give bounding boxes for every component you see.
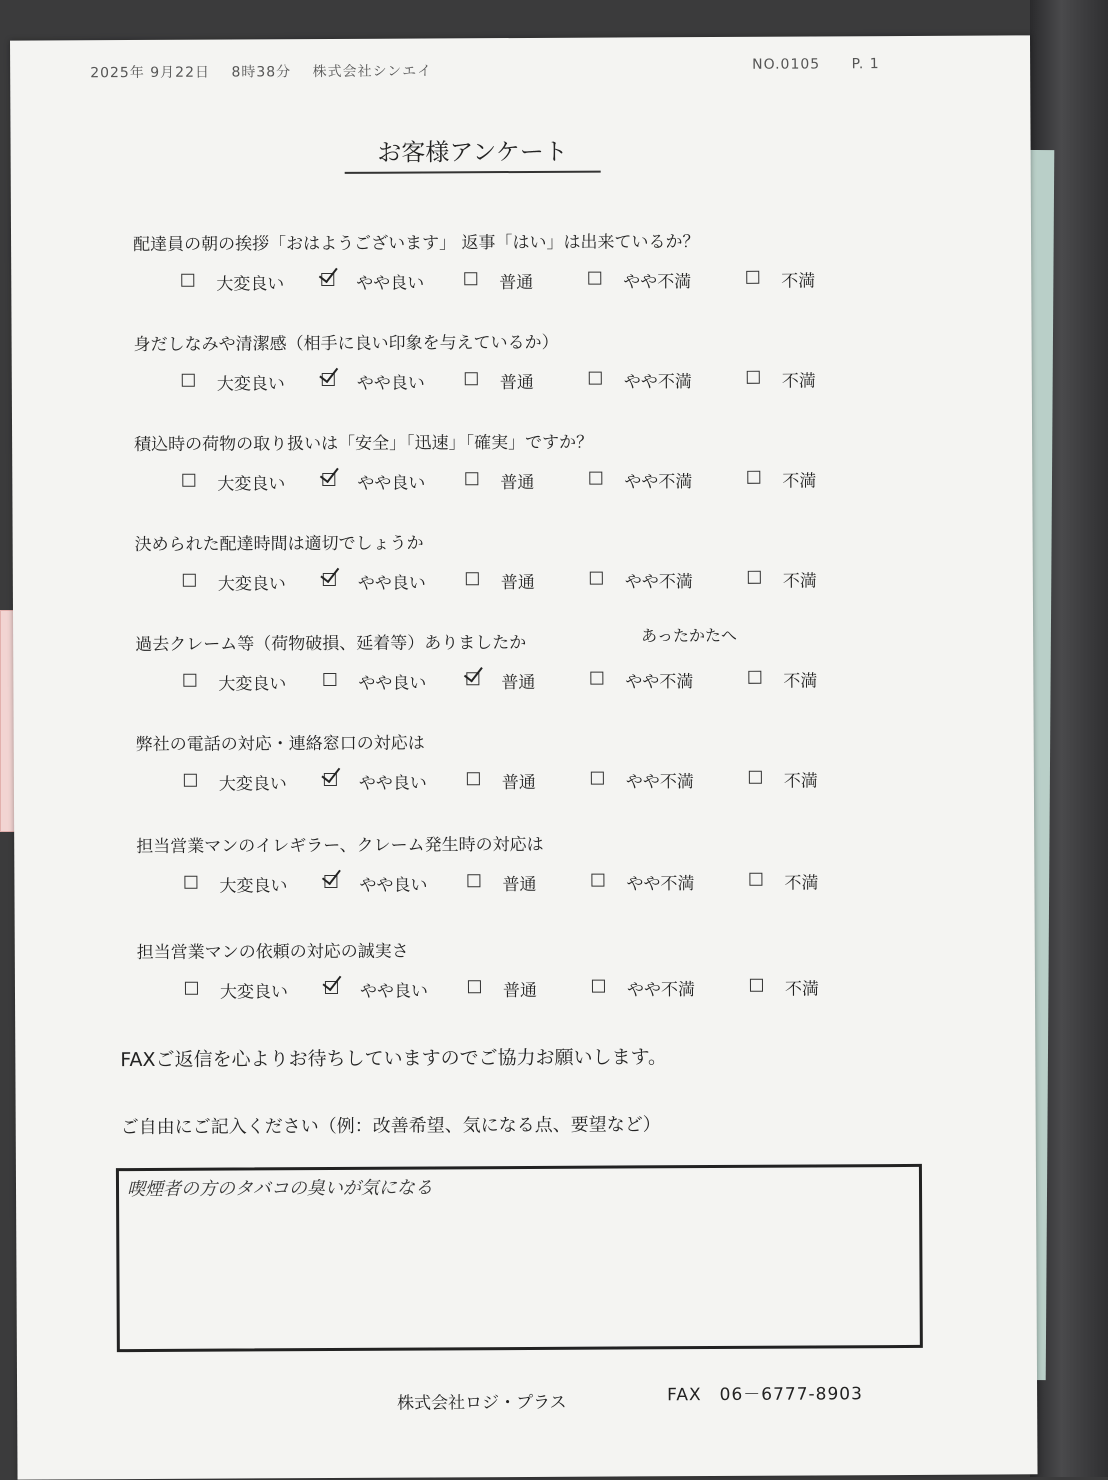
option-label: やや不満 [625, 672, 694, 693]
option-5[interactable] [748, 566, 817, 591]
option-2[interactable] [323, 569, 426, 595]
free-comment-text: 喫煙者の方のタバコの臭いが気になる [126, 1177, 433, 1201]
checkbox[interactable] [183, 574, 196, 587]
option-2[interactable] [322, 469, 425, 495]
question-5 [13, 625, 1033, 695]
checkbox[interactable] [467, 772, 480, 785]
option-5[interactable] [748, 666, 817, 691]
option-label: 不満 [782, 571, 817, 592]
checkbox[interactable] [464, 272, 477, 285]
option-label: やや良い [356, 373, 425, 394]
checked-checkbox[interactable] [324, 773, 337, 786]
question-6 [14, 725, 1034, 795]
checkbox[interactable] [185, 982, 198, 995]
option-label: 不満 [781, 371, 816, 392]
option-2[interactable] [323, 668, 426, 694]
question-7 [14, 827, 1034, 897]
checkbox[interactable] [591, 772, 604, 785]
checkbox[interactable] [746, 271, 759, 284]
checkbox[interactable] [589, 372, 602, 385]
checked-checkbox[interactable] [321, 273, 334, 286]
option-5[interactable] [746, 266, 815, 291]
checked-checkbox[interactable] [322, 373, 335, 386]
question-text: 決められた配達時間は適切でしょうか [134, 533, 424, 556]
option-4[interactable] [589, 367, 692, 393]
option-4[interactable] [592, 975, 695, 1001]
checkbox[interactable] [589, 472, 602, 485]
checkbox[interactable] [184, 774, 197, 787]
question-8 [15, 933, 1035, 1003]
option-5[interactable] [747, 466, 816, 491]
checkbox[interactable] [183, 674, 196, 687]
option-1[interactable] [181, 269, 284, 295]
page-title: お客様アンケート [344, 132, 600, 174]
option-label: 大変良い [217, 474, 286, 495]
option-label: やや不満 [624, 472, 693, 493]
checkbox[interactable] [749, 873, 762, 886]
option-label: 普通 [499, 272, 534, 294]
option-3[interactable] [468, 976, 537, 1001]
option-label: 不満 [783, 671, 818, 692]
option-1[interactable] [184, 769, 287, 795]
fax-number: NO.0105 [752, 56, 821, 73]
option-5[interactable] [750, 974, 819, 999]
checkbox[interactable] [467, 874, 480, 887]
option-label: やや不満 [625, 772, 694, 793]
option-label: やや不満 [623, 372, 692, 393]
checked-checkbox[interactable] [323, 573, 336, 586]
option-5[interactable] [747, 366, 816, 391]
checkbox[interactable] [465, 372, 478, 385]
option-3[interactable] [465, 368, 534, 393]
option-label: やや良い [357, 573, 426, 594]
option-5[interactable] [749, 868, 818, 893]
option-4[interactable] [590, 567, 693, 593]
checkbox[interactable] [747, 371, 760, 384]
question-4 [13, 525, 1033, 595]
option-2[interactable] [324, 870, 427, 896]
question-text: 担当営業マンの依頼の対応の誠実さ [136, 941, 409, 964]
question-text: 担当営業マンのイレギラー、クレーム発生時の対応は [136, 834, 544, 858]
option-4[interactable] [588, 267, 691, 293]
checkbox[interactable] [590, 672, 603, 685]
option-label: やや不満 [624, 572, 693, 593]
option-label: やや良い [358, 673, 427, 694]
option-3[interactable] [464, 268, 533, 293]
option-2[interactable] [324, 768, 427, 794]
footer-fax: FAX 06－6777-8903 [667, 1384, 863, 1406]
fax-date: 2025年 9月22日 [90, 64, 211, 82]
question-3 [12, 425, 1032, 495]
option-label: やや良い [359, 981, 429, 1002]
option-1[interactable] [183, 569, 286, 595]
option-label: 不満 [784, 873, 819, 894]
answer-options [184, 868, 884, 902]
checkbox[interactable] [749, 771, 762, 784]
fax-header-left [90, 60, 448, 82]
free-comment-box[interactable] [116, 1164, 923, 1352]
checkbox[interactable] [181, 274, 194, 287]
checked-checkbox[interactable] [322, 473, 335, 486]
option-4[interactable] [591, 869, 694, 895]
option-3[interactable] [465, 468, 534, 493]
checkbox[interactable] [465, 472, 478, 485]
option-2[interactable] [325, 976, 428, 1002]
option-1[interactable] [184, 871, 287, 897]
question-text: 身だしなみや清潔感（相手に良い印象を与えているか） [133, 332, 559, 356]
option-label: やや不満 [626, 980, 696, 1001]
option-label: やや不満 [623, 272, 692, 293]
fax-header-right [752, 56, 906, 73]
checkbox[interactable] [592, 980, 605, 993]
checkbox[interactable] [466, 572, 479, 585]
answer-options [183, 666, 883, 700]
option-label: 普通 [499, 372, 534, 394]
option-3[interactable] [466, 568, 535, 593]
checkbox[interactable] [750, 979, 763, 992]
option-label: 大変良い [216, 274, 285, 295]
footer-company: 株式会社ロジ・プラス [397, 1392, 567, 1414]
option-label: 普通 [500, 472, 535, 494]
survey-sheet [10, 35, 1038, 1479]
checkbox[interactable] [748, 671, 761, 684]
question-text: 過去クレーム等（荷物破損、延着等）ありましたか [135, 632, 527, 656]
answer-options [182, 466, 882, 500]
option-4[interactable] [591, 767, 694, 793]
option-1[interactable] [182, 369, 285, 395]
answer-options [185, 974, 885, 1008]
option-2[interactable] [321, 269, 424, 295]
fax-time: 8時38分 [231, 64, 292, 81]
checkbox[interactable] [182, 474, 195, 487]
option-2[interactable] [322, 369, 425, 395]
answer-options [182, 366, 882, 400]
option-label: やや良い [359, 875, 428, 896]
question-text: 積込時の荷物の取り扱いは「安全」「迅速」「確実」ですか？ [134, 432, 594, 456]
option-3[interactable] [467, 768, 536, 793]
checkbox[interactable] [468, 980, 481, 993]
fax-reply-message: FAXご返信を心よりお待ちしていますのでご協力お願いします。 [120, 1046, 668, 1072]
checkbox[interactable] [591, 874, 604, 887]
option-label: 大変良い [218, 674, 287, 695]
option-1[interactable] [185, 977, 288, 1003]
option-label: やや良い [357, 473, 426, 494]
answer-options [181, 266, 881, 300]
checked-checkbox[interactable] [324, 875, 337, 888]
checkbox[interactable] [588, 272, 601, 285]
option-label: 普通 [502, 980, 538, 1002]
fax-sender: 株式会社シンエイ [312, 63, 433, 81]
option-label: 不満 [783, 771, 818, 792]
fax-page: P. 1 [851, 56, 880, 73]
option-label: やや良い [356, 273, 425, 294]
checkbox[interactable] [182, 374, 195, 387]
option-4[interactable] [589, 467, 692, 493]
option-1[interactable] [183, 669, 286, 695]
option-5[interactable] [749, 766, 818, 791]
answer-options [184, 766, 884, 800]
checked-checkbox[interactable] [466, 672, 479, 685]
answer-options [183, 566, 883, 600]
option-label: やや不満 [626, 874, 695, 895]
option-label: 普通 [501, 672, 536, 694]
question-1 [11, 225, 1031, 295]
option-1[interactable] [182, 469, 285, 495]
option-label: 普通 [500, 572, 535, 594]
option-3[interactable] [467, 870, 536, 895]
option-label: 大変良い [219, 876, 288, 897]
option-label: 不満 [784, 979, 820, 1000]
checkbox[interactable] [747, 471, 760, 484]
option-label: 普通 [501, 772, 536, 794]
free-comment-label: ご自由にご記入ください（例：改善希望、気になる点、要望など） [120, 1114, 661, 1139]
option-label: 大変良い [216, 374, 285, 395]
question-note: あったかたへ [641, 625, 738, 646]
option-3[interactable] [466, 668, 535, 693]
option-label: 大変良い [219, 982, 289, 1003]
question-text: 配達員の朝の挨拶「おはようございます」 返事「はい」は出来ているか？ [133, 232, 700, 256]
question-text: 弊社の電話の対応・連絡窓口の対応は [135, 733, 425, 756]
checkbox[interactable] [590, 572, 603, 585]
option-label: やや良い [358, 773, 427, 794]
question-2 [12, 325, 1032, 395]
option-label: 大変良い [218, 774, 287, 795]
checkbox[interactable] [323, 673, 336, 686]
option-label: 大変良い [217, 574, 286, 595]
checkbox[interactable] [748, 571, 761, 584]
checkbox[interactable] [184, 876, 197, 889]
option-label: 普通 [502, 874, 537, 896]
checked-checkbox[interactable] [325, 981, 338, 994]
option-label: 不満 [781, 271, 816, 292]
option-label: 不満 [782, 471, 817, 492]
option-4[interactable] [590, 667, 693, 693]
